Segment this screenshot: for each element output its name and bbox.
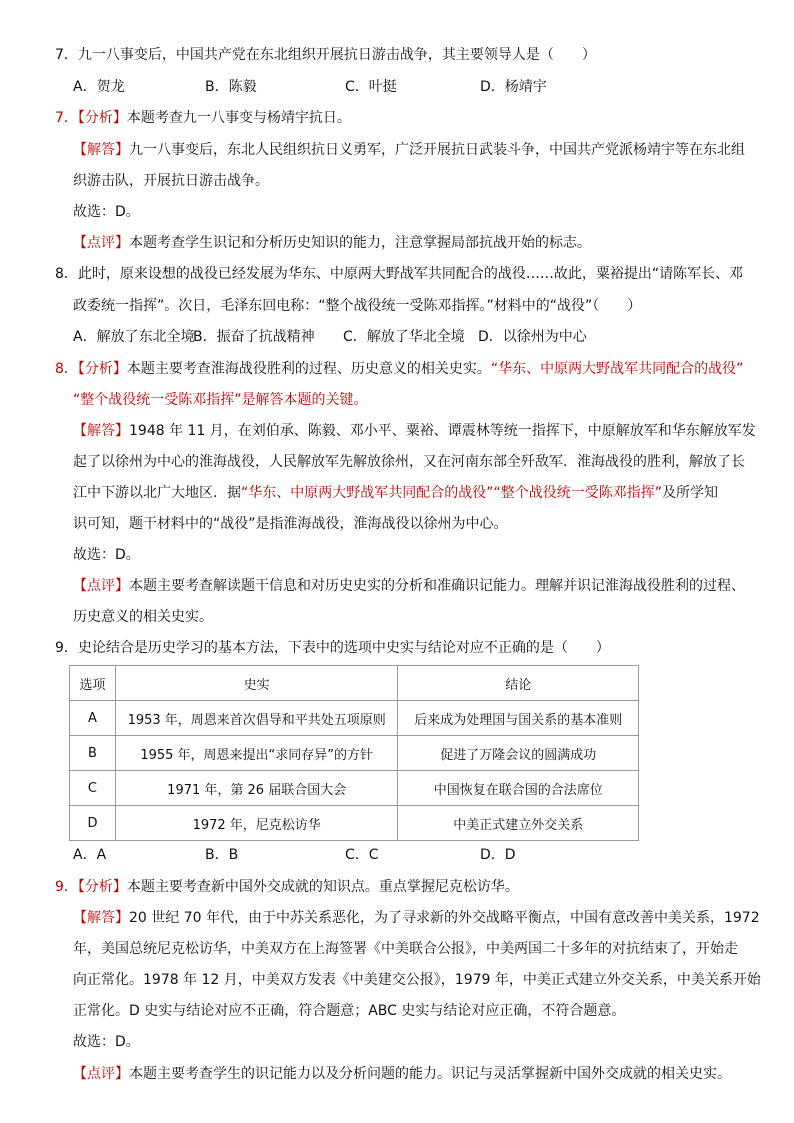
q9-answer-tag: 【解答】 — [73, 910, 129, 926]
q7-comment-text: 本题考查学生识记和分析历史知识的能力，注意掌握局部抗战开始的标志。 — [129, 235, 591, 251]
q8-answer-tag: 【解答】 — [73, 423, 129, 439]
q8-answer-text1: 1948 年 11 月，在刘伯承、陈毅、邓小平、粟裕、谭震林等统一指挥下，中原解放军和华东解放军发 — [129, 423, 756, 439]
q8-option-d: D．以徐州为中心 — [478, 329, 587, 345]
q8-comment-line2: 历史意义的相关史实。 — [73, 609, 213, 625]
q8-analysis-line1 — [55, 359, 743, 379]
q8-analysis-line2 — [73, 390, 368, 410]
q8-analysis-tail: 是解答本题的关键。 — [241, 392, 368, 408]
table-cell-fact: 1955 年，周恩来提出“求同存异”的方针 — [115, 736, 398, 771]
q8-question-line1: 8．此时，原来设想的战役已经发展为华东、中原两大野战军共同配合的战役……故此，粟裕提出“请陈军长、邓 — [55, 266, 744, 282]
q7-option-b: B．陈毅 — [205, 79, 257, 95]
q8-option-a: A．解放了东北全境 — [73, 329, 195, 345]
q9-choice: 故选：D。 — [73, 1034, 140, 1050]
q7-options — [73, 77, 723, 97]
q8-answer-quote1: “华东、中原两大野战军共同配合的战役” — [241, 485, 494, 501]
q9-option-b: B．B — [205, 847, 239, 863]
q8-analysis-quote1: “华东、中原两大野战军共同配合的战役” — [490, 361, 744, 377]
q9-option-d: D．D — [480, 847, 516, 863]
q8-option-b: B．振奋了抗战精神 — [193, 329, 315, 345]
q7-option-c: C．叶挺 — [345, 79, 397, 95]
q7-option-d: D．杨靖宇 — [480, 79, 547, 95]
q7-answer-text1: 九一八事变后，东北人民组织抗日义勇军，广泛开展抗日武装斗争，中国共产党派杨靖宇等在东北组 — [129, 142, 745, 158]
q8-answer-tail: 及所学知 — [662, 485, 719, 501]
q7-analysis-text: 本题考查九一八事变与杨靖宇抗日。 — [126, 110, 351, 126]
q7-analysis-num: 7． — [55, 110, 78, 126]
q9-answer-line4: 正常化。D 史实与结论对应不正确，符合题意；ABC 史实与结论对应正确，不符合题意。 — [73, 1003, 626, 1019]
q8-analysis-num: 8． — [55, 361, 78, 377]
q7-answer-line2: 织游击队，开展抗日游击战争。 — [73, 173, 269, 189]
q9-answer-line3: 向正常化。1978 年 12 月，中美双方发表《中美建交公报》，1979 年，中美正式建立外交关系，中美关系开始 — [73, 972, 761, 988]
q9-analysis-text: 本题主要考查新中国外交成就的知识点。重点掌握尼克松访华。 — [126, 879, 519, 895]
table-header-fact: 史实 — [115, 666, 398, 701]
q8-analysis-text: 本题主要考查淮海战役胜利的过程、历史意义的相关史实。 — [126, 361, 491, 377]
q9-comment-tag: 【点评】 — [73, 1066, 129, 1082]
q9-analysis-tag: 【分析】 — [77, 879, 127, 895]
q7-answer-tag: 【解答】 — [73, 142, 129, 158]
q9-analysis — [55, 877, 519, 897]
q8-answer-line3 — [73, 483, 718, 503]
q7-question: 7．九一八事变后，中国共产党在东北组织开展抗日游击战争，其主要领导人是（ ） — [55, 47, 596, 63]
table-cell-conclusion: 中美正式建立外交关系 — [398, 806, 639, 841]
q8-analysis-tag: 【分析】 — [77, 361, 127, 377]
q8-answer-line1 — [73, 421, 756, 441]
table-cell-option: A — [70, 701, 116, 736]
q8-options — [73, 327, 723, 347]
q7-comment — [73, 233, 591, 253]
table-cell-fact: 1953 年，周恩来首次倡导和平共处五项原则 — [115, 701, 398, 736]
q8-analysis-quote2: “整个战役统一受陈邓指挥” — [73, 392, 242, 408]
q8-question-line2: 政委统一指挥”。次日，毛泽东回电称：“整个战役统一受陈邓指挥。”材料中的“战役”（ ） — [73, 298, 642, 314]
table-cell-conclusion: 促进了万隆会议的圆满成功 — [398, 736, 639, 771]
q8-answer-line4: 识可知，题干材料中的“战役”是指淮海战役，淮海战役以徐州为中心。 — [73, 516, 508, 532]
table-row — [70, 771, 639, 806]
q7-choice: 故选：D。 — [73, 204, 140, 220]
table-cell-option: D — [70, 806, 116, 841]
q8-option-c: C．解放了华北全境 — [343, 329, 465, 345]
q9-answer-line2: 年，美国总统尼克松访华，中美双方在上海签署《中美联合公报》，中美两国二十多年的对抗结束了，开始走 — [73, 941, 738, 957]
q8-answer-quote2: “整个战役统一受陈邓指挥” — [493, 485, 663, 501]
table-cell-option: C — [70, 771, 116, 806]
table-row — [70, 701, 639, 736]
q9-option-c: C．C — [345, 847, 379, 863]
q8-answer-text3: 江中下游以北广大地区．据 — [73, 485, 241, 501]
q7-option-a: A．贺龙 — [73, 79, 125, 95]
table-cell-option: B — [70, 736, 116, 771]
q9-answer-line1 — [73, 908, 760, 928]
q9-options — [73, 845, 723, 865]
q9-answer-text1: 20 世纪 70 年代，由于中苏关系恶化，为了寻求新的外交战略平衡点，中国有意改善中美关系，1972 — [129, 910, 760, 926]
table-header-conclusion: 结论 — [398, 666, 639, 701]
q9-analysis-num: 9． — [55, 879, 78, 895]
table-header-option: 选项 — [70, 666, 116, 701]
table-cell-conclusion: 后来成为处理国与国关系的基本准则 — [398, 701, 639, 736]
table-row — [70, 806, 639, 841]
table-header-row — [70, 666, 639, 701]
q9-table — [69, 665, 639, 841]
q7-analysis — [55, 108, 351, 128]
q8-comment-line1 — [73, 576, 745, 596]
q9-comment — [73, 1064, 731, 1084]
q8-comment-text1: 本题主要考查解读题干信息和对历史史实的分析和准确识记能力。理解并识记淮海战役胜利的过程、 — [129, 578, 745, 594]
q7-analysis-tag: 【分析】 — [77, 110, 127, 126]
table-cell-fact: 1971 年，第 26 届联合国大会 — [115, 771, 398, 806]
table-row — [70, 736, 639, 771]
q9-option-a: A．A — [73, 847, 107, 863]
q8-comment-tag: 【点评】 — [73, 578, 129, 594]
table-cell-fact: 1972 年，尼克松访华 — [115, 806, 398, 841]
q8-choice: 故选：D。 — [73, 547, 140, 563]
q9-question: 9．史论结合是历史学习的基本方法，下表中的选项中史实与结论对应不正确的是（ ） — [55, 640, 610, 656]
table-cell-conclusion: 中国恢复在联合国的合法席位 — [398, 771, 639, 806]
q8-answer-line2: 起了以徐州为中心的淮海战役，人民解放军先解放徐州，又在河南东部全歼敌军．淮海战役的胜利，解放了长 — [73, 454, 745, 470]
q9-comment-text: 本题主要考查学生的识记能力以及分析问题的能力。识记与灵活掌握新中国外交成就的相关史实。 — [129, 1066, 731, 1082]
q7-comment-tag: 【点评】 — [73, 235, 129, 251]
q7-answer-line1 — [73, 140, 745, 160]
